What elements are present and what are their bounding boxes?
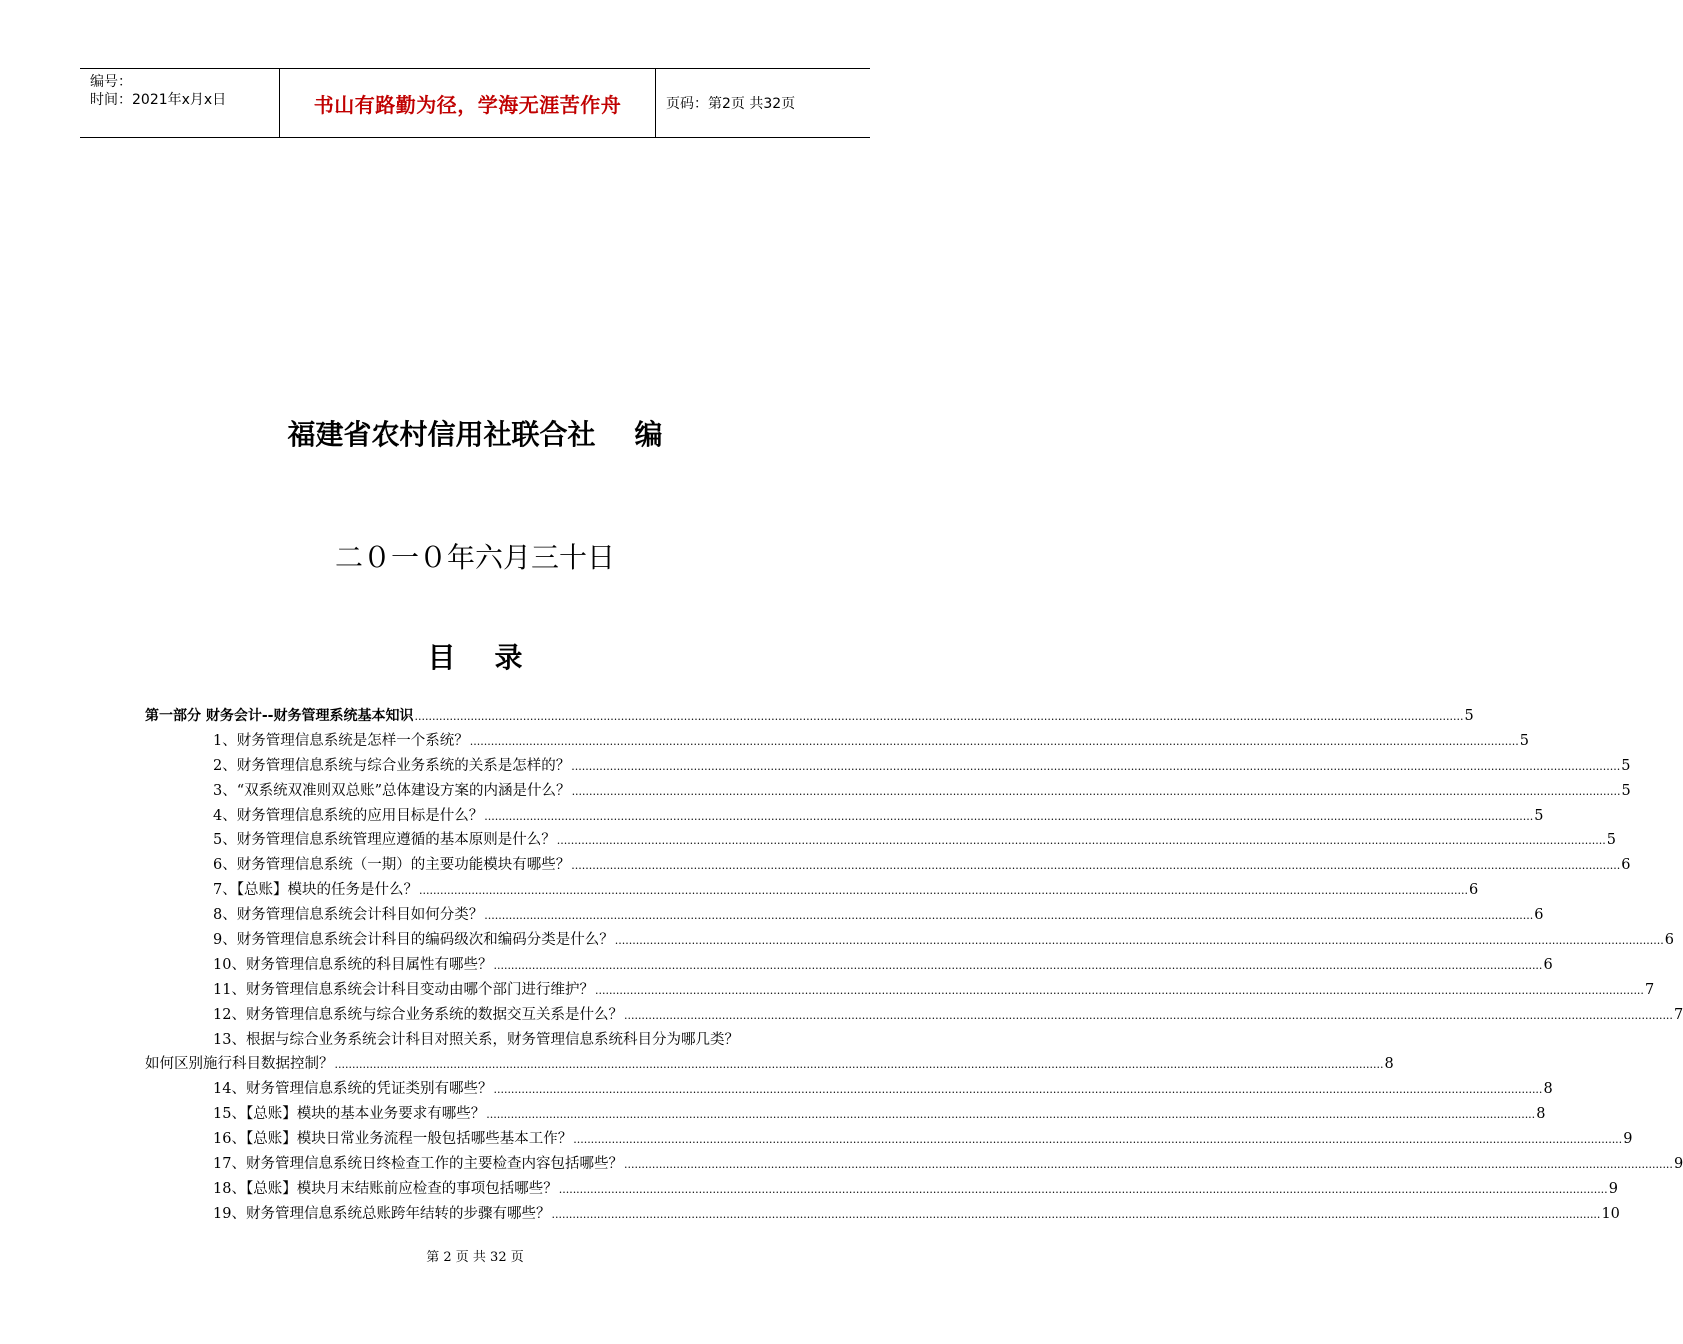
toc-entry-label: 18、【总账】模块月末结账前应检查的事项包括哪些？ — [213, 1180, 558, 1197]
toc-entry[interactable] — [145, 1102, 1546, 1127]
toc-entry[interactable] — [145, 1127, 1633, 1152]
toc-entry-label: 9、财务管理信息系统会计科目的编码级次和编码分类是什么？ — [213, 932, 614, 949]
toc-entry[interactable] — [145, 853, 1631, 878]
toc-entry-page: 5 — [1519, 732, 1529, 749]
toc-entry-page: 6 — [1468, 882, 1479, 899]
toc-entry-label-line2: 如何区别施行科目数据控制？ — [145, 1056, 334, 1073]
toc-entry-page: 9 — [1623, 1131, 1633, 1148]
toc-entry-page: 5 — [1621, 757, 1631, 774]
toc-entry-page: 5 — [1606, 832, 1616, 849]
toc-leader-dots: ............................................................................................................................................................................................................................................................................................................ — [571, 759, 1621, 773]
toc-entry-page: 9 — [1673, 1156, 1683, 1173]
page-footer: 第 2 页 共 32 页 — [426, 1250, 524, 1265]
toc-entry[interactable] — [145, 779, 1631, 804]
toc-entry-page: 8 — [1384, 1056, 1394, 1073]
toc-entry-label: 11、财务管理信息系统会计科目变动由哪个部门进行维护？ — [213, 981, 594, 998]
toc-leader-dots: ............................................................................................................................................................................................................................................................................................................ — [571, 859, 1621, 873]
toc-entry-page: 5 — [1534, 807, 1544, 824]
toc-entry[interactable] — [145, 828, 1616, 853]
toc-entry-page: 5 — [1621, 782, 1631, 799]
toc-title: 目 录 — [427, 641, 523, 674]
toc-entry-label: 8、财务管理信息系统会计科目如何分类？ — [213, 907, 484, 924]
document-number: 编号： — [90, 74, 132, 90]
toc-entry[interactable] — [145, 1077, 1553, 1102]
document-date: 二０一０年六月三十日 — [334, 541, 615, 574]
toc-entry[interactable] — [145, 804, 1544, 829]
toc-entry[interactable] — [145, 953, 1553, 978]
toc-entry[interactable] — [145, 1003, 1683, 1028]
toc-entry-label: 15、【总账】模块的基本业务要求有哪些？ — [213, 1106, 486, 1123]
toc-entry-page: 8 — [1543, 1081, 1553, 1098]
toc-leader-dots: ............................................................................................................................................................................................................................................................................................................ — [493, 1083, 1543, 1097]
toc-entry-label: 2、财务管理信息系统与综合业务系统的关系是怎样的？ — [213, 757, 571, 774]
toc-entry-label: 7、【总账】模块的任务是什么？ — [213, 882, 418, 899]
page-header — [80, 68, 870, 138]
toc-leader-dots: ............................................................................................................................................................................................................................................................................................................ — [551, 1207, 1601, 1221]
toc-entry[interactable] — [145, 1202, 1620, 1227]
toc-entry[interactable] — [145, 878, 1479, 903]
toc-leader-dots: ............................................................................................................................................................................................................................................................................................................ — [493, 958, 1543, 972]
toc-entry[interactable] — [145, 903, 1544, 928]
toc-leader-dots: ............................................................................................................................................................................................................................................................................................................ — [571, 784, 1621, 798]
toc-entry-page: 6 — [1621, 857, 1631, 874]
header-meta — [80, 69, 280, 137]
toc-leader-dots: ............................................................................................................................................................................................................................................................................................................ — [594, 983, 1644, 997]
toc-leader-dots: ............................................................................................................................................................................................................................................................................................................ — [414, 710, 1464, 723]
toc-leader-dots: ............................................................................................................................................................................................................................................................................................................ — [334, 1058, 1384, 1072]
toc-leader-dots: ............................................................................................................................................................................................................................................................................................................ — [573, 1133, 1623, 1147]
toc-entry-label: 16、【总账】模块日常业务流程一般包括哪些基本工作？ — [213, 1131, 573, 1148]
toc-entry-line2 — [145, 1052, 1394, 1077]
toc-entry-page: 6 — [1664, 932, 1674, 949]
toc-entry-page: 10 — [1601, 1205, 1620, 1222]
toc-leader-dots: ............................................................................................................................................................................................................................................................................................................ — [484, 809, 1534, 823]
table-of-contents — [145, 704, 1683, 1227]
toc-leader-dots: ............................................................................................................................................................................................................................................................................................................ — [623, 1008, 1673, 1022]
toc-leader-dots: ............................................................................................................................................................................................................................................................................................................ — [484, 909, 1534, 923]
toc-entry-label: 17、财务管理信息系统日终检查工作的主要检查内容包括哪些？ — [213, 1156, 623, 1173]
toc-entry[interactable] — [145, 928, 1674, 953]
toc-leader-dots: ............................................................................................................................................................................................................................................................................................................ — [558, 1182, 1608, 1196]
toc-entry-label-line1: 13、根据与综合业务系统会计科目对照关系，财务管理信息系统科目分为哪几类？ — [213, 1031, 739, 1048]
toc-entry-page: 8 — [1536, 1106, 1546, 1123]
toc-leader-dots: ............................................................................................................................................................................................................................................................................................................ — [614, 934, 1664, 948]
toc-entry[interactable] — [145, 1177, 1618, 1202]
toc-leader-dots: ............................................................................................................................................................................................................................................................................................................ — [623, 1158, 1673, 1172]
toc-entry-label: 19、财务管理信息系统总账跨年结转的步骤有哪些？ — [213, 1205, 551, 1222]
toc-entry-page: 6 — [1534, 907, 1544, 924]
header-motto: 书山有路勤为径，学海无涯苦作舟 — [280, 69, 656, 137]
toc-entry-label: 3、“双系统双准则双总账”总体建设方案的内涵是什么？ — [213, 782, 571, 799]
toc-entry-page: 5 — [1464, 708, 1474, 724]
toc-entry[interactable] — [145, 754, 1631, 779]
toc-leader-dots: ............................................................................................................................................................................................................................................................................................................ — [469, 734, 1519, 748]
toc-leader-dots: ............................................................................................................................................................................................................................................................................................................ — [418, 884, 1468, 898]
toc-entry-label: 12、财务管理信息系统与综合业务系统的数据交互关系是什么？ — [213, 1006, 623, 1023]
toc-entry-label: 6、财务管理信息系统（一期）的主要功能模块有哪些？ — [213, 857, 571, 874]
toc-entry[interactable] — [145, 729, 1529, 754]
toc-entry-page: 7 — [1644, 981, 1655, 998]
toc-wrapped-entry[interactable] — [145, 1028, 1394, 1078]
document-time: 时间：2021年x月x日 — [90, 92, 227, 108]
toc-entry[interactable] — [145, 1152, 1683, 1177]
header-page-info: 页码：第2页 共32页 — [666, 96, 796, 112]
toc-entry-page: 7 — [1673, 1006, 1683, 1023]
toc-entry-label: 第一部分 财务会计--财务管理系统基本知识 — [145, 708, 414, 724]
toc-entry-label: 10、财务管理信息系统的科目属性有哪些？ — [213, 956, 493, 973]
organization-name: 福建省农村信用社联合社 编 — [287, 418, 663, 451]
toc-entry-page: 9 — [1608, 1180, 1618, 1197]
toc-entry-page: 6 — [1543, 956, 1553, 973]
toc-entry[interactable] — [145, 978, 1655, 1003]
toc-part-entry[interactable] — [145, 704, 1474, 729]
toc-leader-dots: ............................................................................................................................................................................................................................................................................................................ — [556, 834, 1606, 848]
toc-entry-label: 4、财务管理信息系统的应用目标是什么？ — [213, 807, 484, 824]
toc-entry-label: 14、财务管理信息系统的凭证类别有哪些？ — [213, 1081, 493, 1098]
toc-leader-dots: ............................................................................................................................................................................................................................................................................................................ — [486, 1108, 1536, 1122]
toc-entry-label: 1、财务管理信息系统是怎样一个系统？ — [213, 732, 469, 749]
toc-entry-label: 5、财务管理信息系统管理应遵循的基本原则是什么？ — [213, 832, 556, 849]
